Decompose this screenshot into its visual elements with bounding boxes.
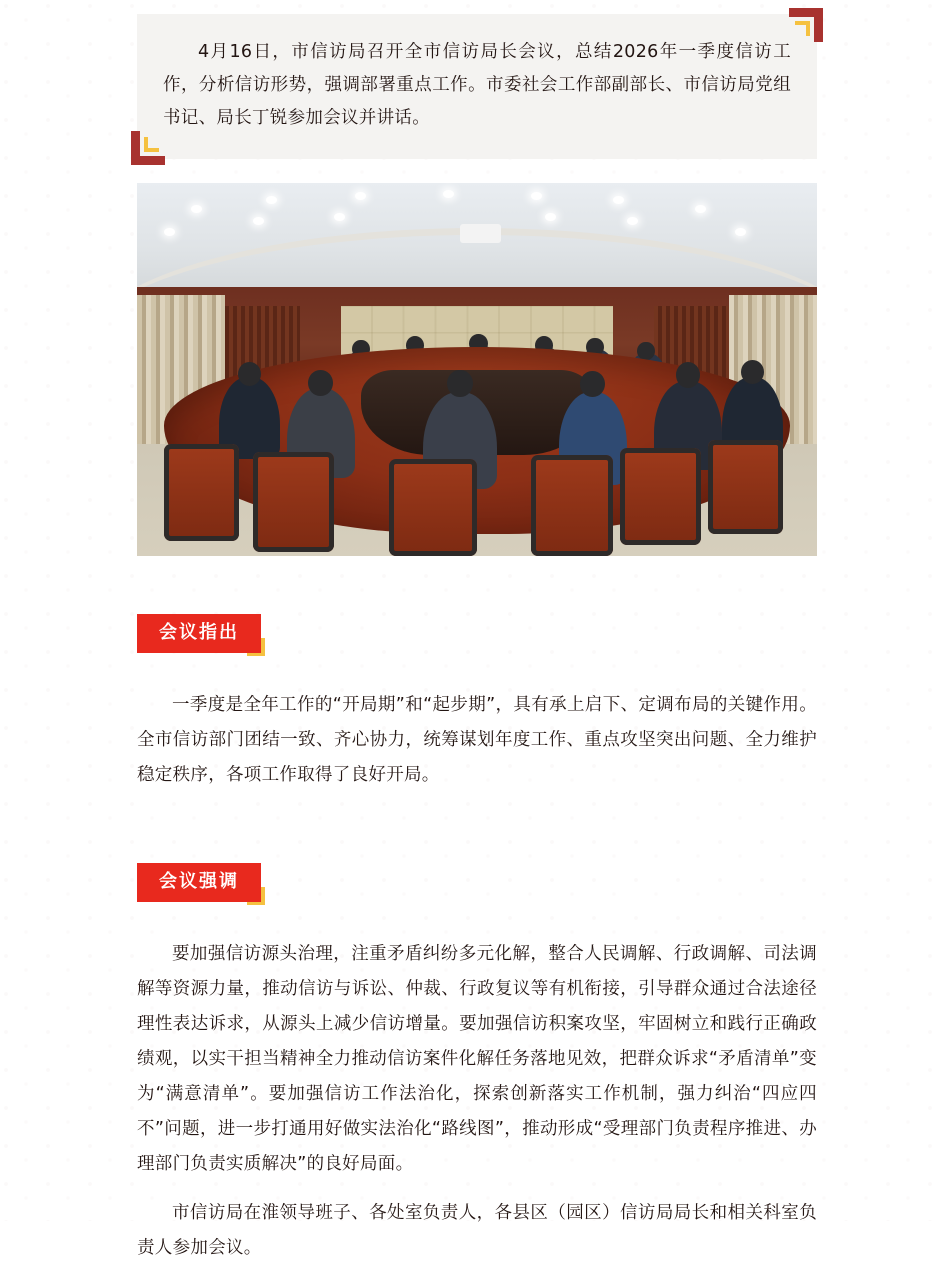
section-heading-row bbox=[137, 863, 817, 903]
photo-chair bbox=[620, 448, 702, 545]
article-content bbox=[137, 0, 817, 1266]
section-paragraph: 一季度是全年工作的“开局期”和“起步期”，具有承上启下、定调布局的关键作用。全市信访部门团结一致、齐心协力，统筹谋划年度工作、重点攻坚突出问题、全力维护稳定秩序，各项工作取得了良好开局。 bbox=[137, 695, 817, 785]
spacer bbox=[137, 903, 817, 937]
photo-ceiling-light bbox=[355, 192, 366, 200]
photo-ceiling-light bbox=[334, 213, 345, 221]
section-heading-row bbox=[137, 614, 817, 654]
spacer bbox=[137, 1182, 817, 1196]
section-paragraph: 要加强信访源头治理，注重矛盾纠纷多元化解，整合人民调解、行政调解、司法调解等资源力量，推动信访与诉讼、仲裁、行政复议等有机衔接，引导群众通过合法途径理性表达诉求，从源头上减少信访增量。要加强信访积案攻坚，牢固树立和践行正确政绩观，以实干担当精神全力推动信访案件化解任务落地见效，把群众诉求“矛盾清单”变为“满意清单”。要加强信访工作法治化，探索创新落实工作机制，强力纠治“四应四不”问题，进一步打通用好做实法治化“路线图”，推动形成“受理部门负责程序推进、办理部门负责实质解决”的良好局面。 bbox=[137, 944, 817, 1174]
lead-paragraph: 4月16日，市信访局召开全市信访局长会议，总结2026年一季度信访工作，分析信访形势，强调部署重点工作。市委社会工作部副部长、市信访局党组书记、局长丁锐参加会议并讲话。 bbox=[163, 42, 791, 128]
photo-projector bbox=[460, 224, 501, 243]
photo-ceiling-light bbox=[735, 228, 746, 236]
spacer bbox=[137, 556, 817, 578]
lead-quote-box bbox=[137, 14, 817, 159]
photo-attendee-head bbox=[637, 342, 655, 361]
photo-ceiling-light bbox=[613, 196, 624, 204]
section-badge-hui-yi-qiang-diao: 会议强调 bbox=[137, 863, 261, 902]
photo-chair bbox=[531, 455, 613, 556]
photo-ceiling-light bbox=[253, 217, 264, 225]
meeting-photo bbox=[137, 183, 817, 556]
photo-attendee-head bbox=[676, 362, 700, 388]
photo-chair bbox=[708, 440, 783, 533]
section-badge-hui-yi-zhi-chu: 会议指出 bbox=[137, 614, 261, 653]
photo-chair bbox=[164, 444, 239, 541]
photo-attendee-head bbox=[447, 370, 473, 398]
photo-ceiling-light bbox=[627, 217, 638, 225]
section-paragraph: 市信访局在淮领导班子、各处室负责人，各县区（园区）信访局局长和相关科室负责人参加会议。 bbox=[137, 1203, 817, 1258]
spacer bbox=[137, 793, 817, 827]
meeting-photo-image bbox=[137, 183, 817, 556]
photo-chair bbox=[253, 452, 335, 553]
spacer bbox=[137, 654, 817, 688]
photo-attendee-head bbox=[238, 362, 261, 386]
photo-chair bbox=[389, 459, 477, 556]
photo-ceiling-light bbox=[545, 213, 556, 221]
photo-ceiling-light bbox=[164, 228, 175, 236]
photo-attendee-head bbox=[308, 370, 332, 396]
